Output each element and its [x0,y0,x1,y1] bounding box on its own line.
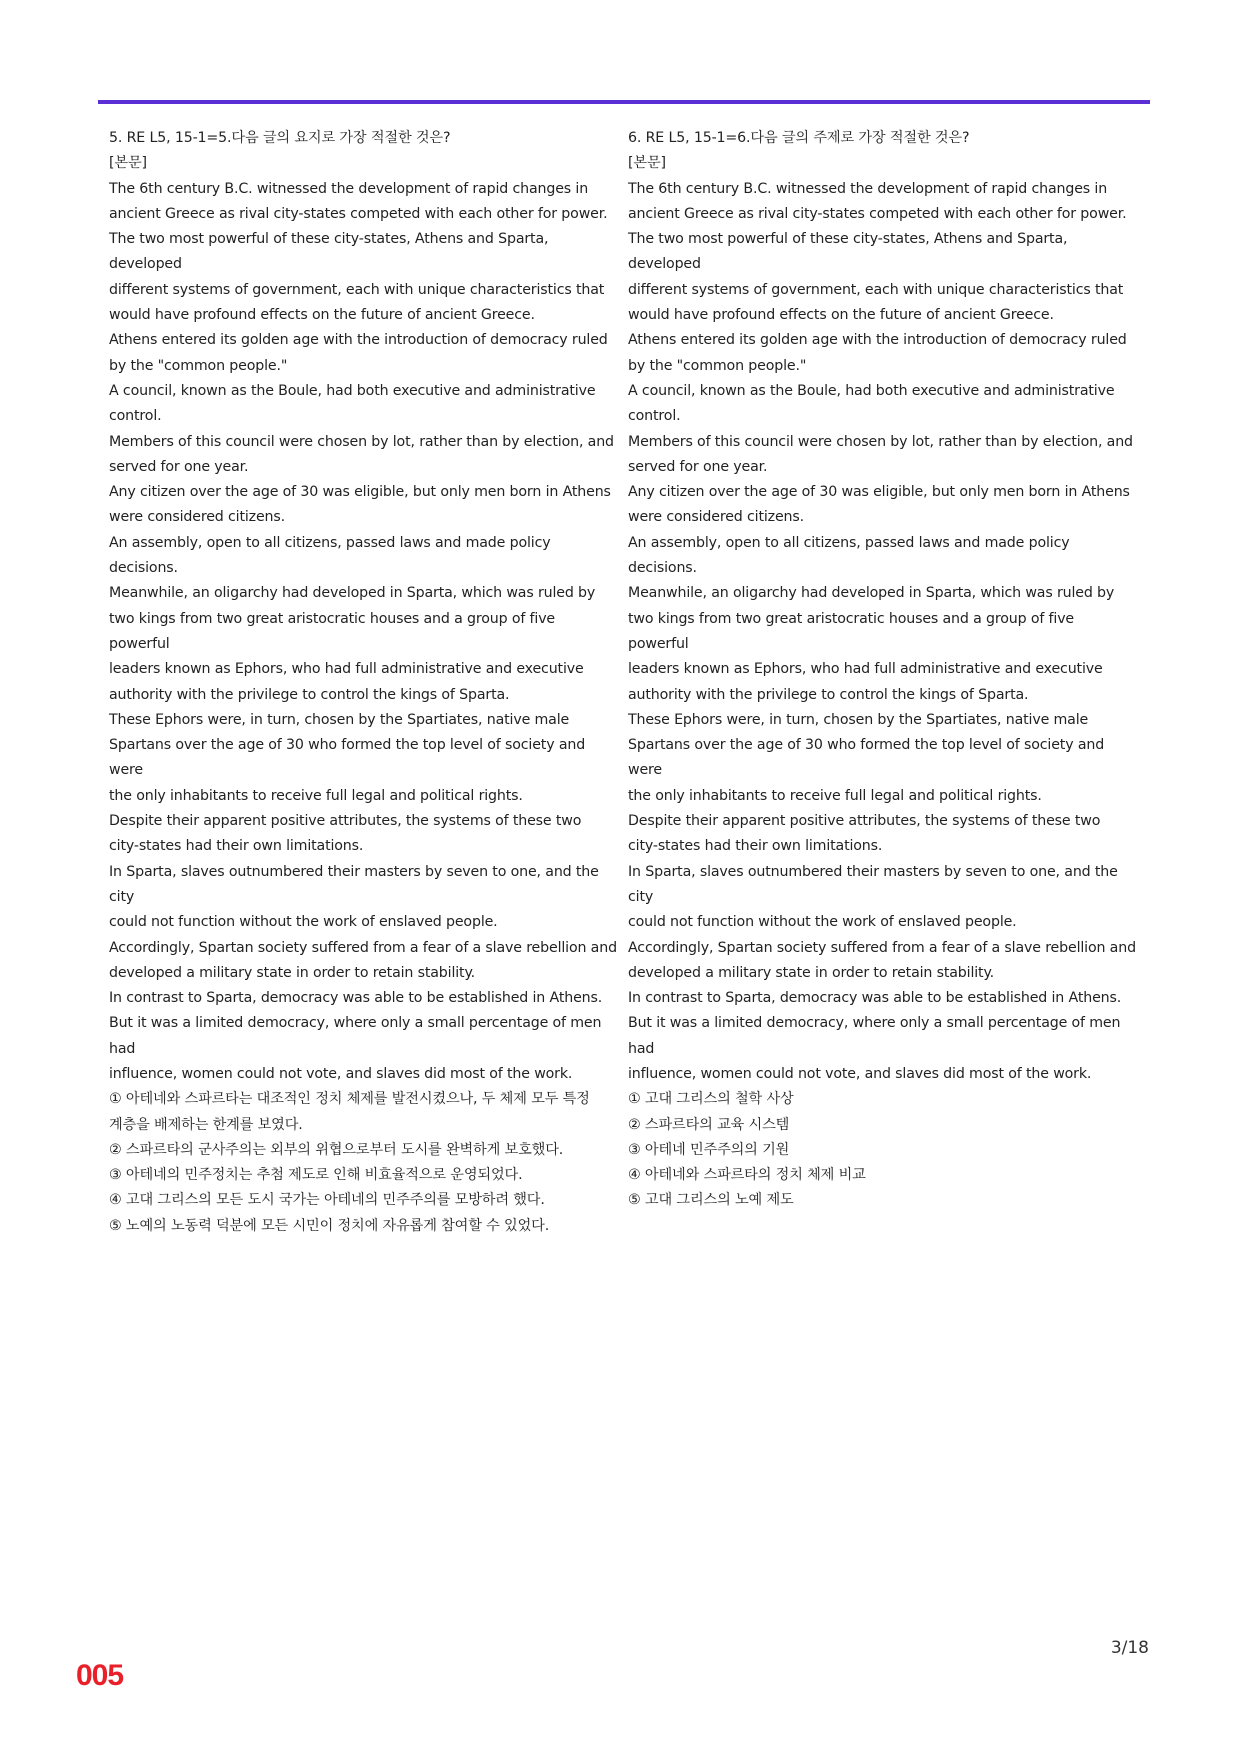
header-rule [98,100,1150,104]
passage-line: city-states had their own limitations. [628,838,883,855]
passage-line: city-states had their own limitations. [109,838,364,855]
answer-choice: ③ 아테네 민주주의의 기원 [628,1141,790,1158]
passage-line: by the "common people." [628,357,807,374]
passage-line: developed a military state in order to retain stability. [628,964,995,981]
answer-choice: ② 스파르타의 군사주의는 외부의 위협으로부터 도시를 완벽하게 보호했다. [109,1141,564,1158]
passage-line: Members of this council were chosen by lot, rather than by election, and [628,433,1133,450]
passage-line: leaders known as Ephors, who had full administrative and executive [109,661,584,678]
passage-line: Athens entered its golden age with the introduction of democracy ruled [109,332,608,349]
passage-line: Accordingly, Spartan society suffered from a fear of a slave rebellion and [109,939,617,956]
passage-line: In contrast to Sparta, democracy was able to be established in Athens. [628,990,1122,1007]
passage-line: two kings from two great aristocratic houses and a group of five powerful [109,610,560,652]
passage-line: could not function without the work of enslaved people. [628,914,1017,931]
passage-line: different systems of government, each with unique characteristics that [628,281,1124,298]
answer-choice: ④ 아테네와 스파르타의 정치 체제 비교 [628,1167,866,1184]
passage-line: Athens entered its golden age with the introduction of democracy ruled [628,332,1127,349]
passage-line: A council, known as the Boule, had both executive and administrative [628,382,1115,399]
question-header: 6. RE L5, 15-1=6.다음 글의 주제로 가장 적절한 것은? [628,130,970,146]
passage-line: Accordingly, Spartan society suffered from a fear of a slave rebellion and [628,939,1136,956]
passage-line: control. [628,408,681,425]
passage-line: two kings from two great aristocratic houses and a group of five powerful [628,610,1079,652]
passage-line: Meanwhile, an oligarchy had developed in Sparta, which was ruled by [109,585,596,602]
answer-choice: ① 아테네와 스파르타는 대조적인 정치 체제를 발전시켰으나, 두 체제 모두 특정 [109,1091,590,1108]
passage-line: served for one year. [109,458,249,475]
passage-line: leaders known as Ephors, who had full administrative and executive [628,661,1103,678]
passage-line: the only inhabitants to receive full legal and political rights. [628,787,1042,804]
passage-line: ancient Greece as rival city-states competed with each other for power. [628,205,1127,222]
passage-label: [본문] [628,155,666,172]
passage-line: were considered citizens. [628,509,804,526]
passage-line: The 6th century B.C. witnessed the development of rapid changes in [109,180,589,197]
passage-line: But it was a limited democracy, where only a small percentage of men had [109,1015,606,1057]
passage-line: control. [109,408,162,425]
passage-line: The 6th century B.C. witnessed the development of rapid changes in [628,180,1108,197]
passage-line: But it was a limited democracy, where only a small percentage of men had [628,1015,1125,1057]
page-code: 005 [76,1659,124,1692]
passage-line: authority with the privilege to control the kings of Sparta. [109,686,510,703]
question-6-column [628,126,1138,1214]
passage-line: authority with the privilege to control the kings of Sparta. [628,686,1029,703]
passage-line: Despite their apparent positive attributes, the systems of these two [628,813,1101,830]
page-number: 3/18 [1110,1638,1149,1658]
answer-choice: ② 스파르타의 교육 시스템 [628,1116,790,1133]
passage-line: would have profound effects on the future of ancient Greece. [109,307,535,324]
passage-line: Spartans over the age of 30 who formed the top level of society and were [109,737,590,779]
passage-line: 계층을 배제하는 한계를 보였다. [109,1116,303,1133]
passage-line: These Ephors were, in turn, chosen by the Spartiates, native male [628,711,1089,728]
passage-line: An assembly, open to all citizens, passed laws and made policy decisions. [628,534,1074,577]
passage-line: influence, women could not vote, and slaves did most of the work. [109,1065,573,1082]
passage-line: Members of this council were chosen by lot, rather than by election, and [109,433,614,450]
passage-line: In Sparta, slaves outnumbered their masters by seven to one, and the city [628,863,1123,905]
passage-line: The two most powerful of these city-states, Athens and Sparta, developed [628,231,1072,273]
passage-line: Despite their apparent positive attributes, the systems of these two [109,813,582,830]
passage-line: were considered citizens. [109,509,285,526]
answer-choice: ⑤ 고대 그리스의 노예 제도 [628,1192,794,1209]
passage-line: Any citizen over the age of 30 was eligible, but only men born in Athens [109,484,611,501]
question-6-lines [628,177,1138,1214]
passage-line: served for one year. [628,458,768,475]
answer-choice: ① 고대 그리스의 철학 사상 [628,1091,794,1108]
passage-line: Meanwhile, an oligarchy had developed in Sparta, which was ruled by [628,585,1115,602]
passage-line: Any citizen over the age of 30 was eligible, but only men born in Athens [628,484,1130,501]
passage-line: by the "common people." [109,357,288,374]
passage-line: The two most powerful of these city-states, Athens and Sparta, developed [109,231,553,273]
passage-line: An assembly, open to all citizens, passed laws and made policy decisions. [109,534,555,577]
passage-line: would have profound effects on the future of ancient Greece. [628,307,1054,324]
passage-line: the only inhabitants to receive full legal and political rights. [109,787,523,804]
passage-line: developed a military state in order to retain stability. [109,964,476,981]
passage-line: In Sparta, slaves outnumbered their masters by seven to one, and the city [109,863,604,905]
answer-choice: ⑤ 노예의 노동력 덕분에 모든 시민이 정치에 자유롭게 참여할 수 있었다. [109,1217,550,1234]
question-5-column [109,126,619,1239]
question-5-lines [109,177,619,1239]
passage-line: influence, women could not vote, and slaves did most of the work. [628,1065,1092,1082]
answer-choice: ④ 고대 그리스의 모든 도시 국가는 아테네의 민주주의를 모방하려 했다. [109,1192,545,1209]
passage-line: ancient Greece as rival city-states competed with each other for power. [109,205,608,222]
passage-line: These Ephors were, in turn, chosen by the Spartiates, native male [109,711,570,728]
passage-line: A council, known as the Boule, had both executive and administrative [109,382,596,399]
passage-label: [본문] [109,155,147,172]
passage-line: Spartans over the age of 30 who formed the top level of society and were [628,737,1109,779]
passage-line: different systems of government, each with unique characteristics that [109,281,605,298]
passage-line: could not function without the work of enslaved people. [109,914,498,931]
question-header: 5. RE L5, 15-1=5.다음 글의 요지로 가장 적절한 것은? [109,130,451,146]
answer-choice: ③ 아테네의 민주정치는 추첨 제도로 인해 비효율적으로 운영되었다. [109,1167,523,1184]
passage-line: In contrast to Sparta, democracy was able to be established in Athens. [109,990,603,1007]
